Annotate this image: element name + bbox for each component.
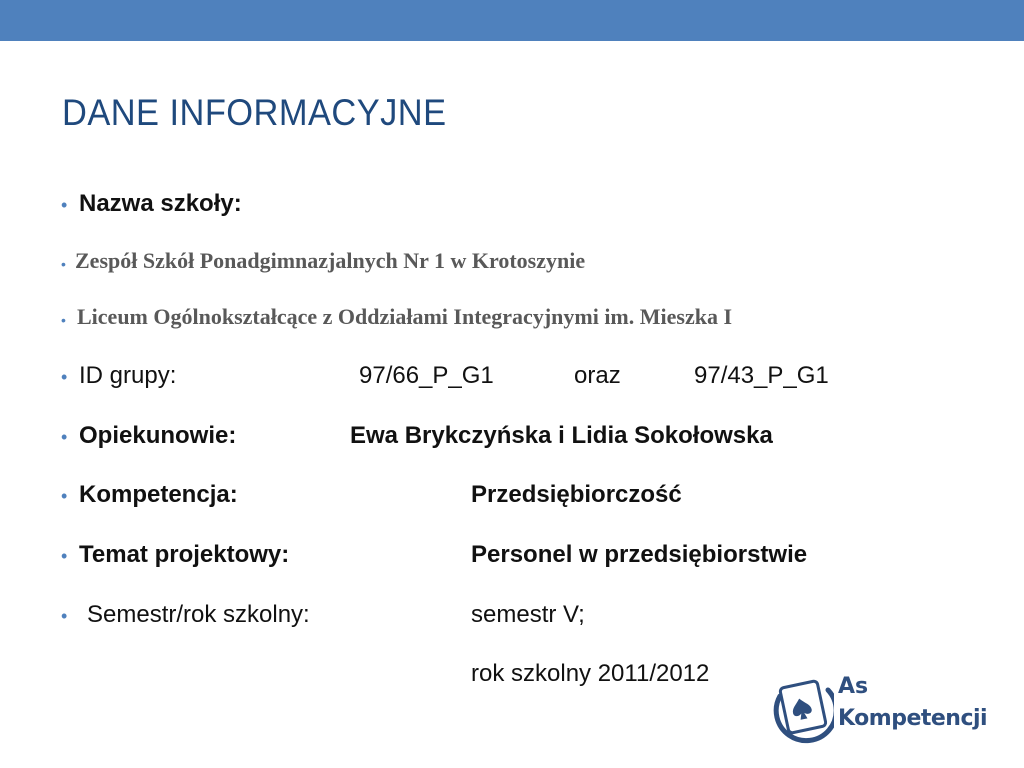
bullet: • xyxy=(61,546,68,566)
group-label: ID grupy: xyxy=(79,362,177,389)
logo-text-line2: Kompetencji xyxy=(838,706,988,731)
group-id-2: 97/43_P_G1 xyxy=(694,362,829,389)
school-label: Nazwa szkoły: xyxy=(79,190,242,217)
logo-text-line1: As xyxy=(838,674,869,699)
semester-value: semestr V; xyxy=(471,601,585,628)
top-accent-bar xyxy=(0,0,1024,41)
bullet: • xyxy=(61,195,68,215)
topic-value: Personel w przedsiębiorstwie xyxy=(471,541,808,568)
topic-label: Temat projektowy: xyxy=(79,541,290,568)
school-name-1: Zespół Szkół Ponadgimnazjalnych Nr 1 w Krotoszynie xyxy=(75,248,586,273)
bullet: • xyxy=(61,606,68,626)
group-id-1: 97/66_P_G1 xyxy=(359,362,494,389)
group-and: oraz xyxy=(574,362,621,389)
competence-value: Przedsiębiorczość xyxy=(471,481,682,508)
semester-label: Semestr/rok szkolny: xyxy=(87,601,310,628)
bullet: • xyxy=(61,486,68,506)
bullet: • xyxy=(61,427,68,447)
spade-card-icon xyxy=(768,668,834,744)
school-name-2: Liceum Ogólnokształcące z Oddziałami Integracyjnymi im. Mieszka I xyxy=(77,304,733,329)
bullet: • xyxy=(61,367,68,387)
guardians-value: Ewa Brykczyńska i Lidia Sokołowska xyxy=(350,422,773,449)
slide-title: DANE INFORMACYJNE xyxy=(62,92,447,133)
school-year-value: rok szkolny 2011/2012 xyxy=(471,660,710,687)
guardians-label: Opiekunowie: xyxy=(79,422,237,449)
as-kompetencji-logo xyxy=(768,668,998,744)
bullet: • xyxy=(61,312,66,328)
competence-label: Kompetencja: xyxy=(79,481,238,508)
bullet: • xyxy=(61,256,66,272)
